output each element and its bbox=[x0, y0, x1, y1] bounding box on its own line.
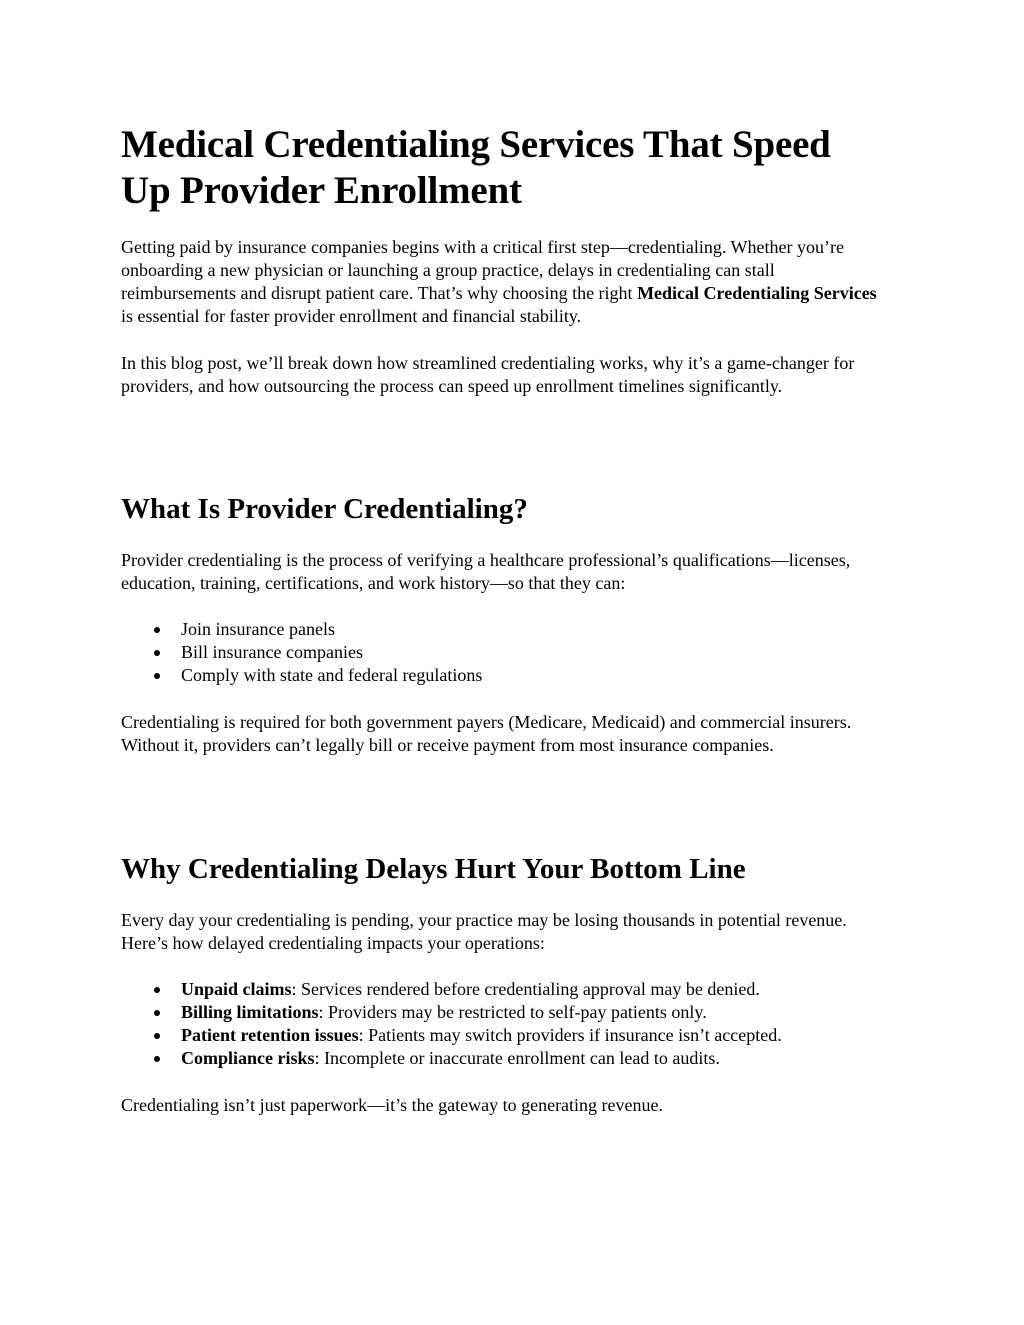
list-item-text: Bill insurance companies bbox=[181, 642, 363, 662]
list-item bbox=[121, 1047, 881, 1070]
list-item-text: : Providers may be restricted to self-pay patients only. bbox=[318, 1002, 707, 1022]
bullet-icon bbox=[154, 650, 160, 656]
list-item-text: : Patients may switch providers if insurance isn’t accepted. bbox=[358, 1025, 782, 1045]
list-item bbox=[121, 978, 881, 1001]
list-item-term: Patient retention issues bbox=[181, 1025, 359, 1045]
list-item bbox=[121, 641, 881, 664]
section1-bullet-list bbox=[121, 618, 881, 687]
list-item-text: Comply with state and federal regulations bbox=[181, 665, 483, 685]
list-item-text: : Services rendered before credentialing approval may be denied. bbox=[291, 979, 760, 999]
list-item-text: Join insurance panels bbox=[181, 619, 335, 639]
list-item-term: Compliance risks bbox=[181, 1048, 315, 1068]
section1-paragraph-1: Provider credentialing is the process of verifying a healthcare professional’s qualifications—licenses, education, training, certifications, and work history—so that they can: bbox=[121, 550, 851, 593]
section-heading-delays: Why Credentialing Delays Hurt Your Bottom Line bbox=[121, 853, 746, 885]
intro-paragraph-1 bbox=[121, 236, 881, 328]
page-title: Medical Credentialing Services That Speed Up Provider Enrollment bbox=[121, 123, 831, 212]
section1-paragraph-2: Credentialing is required for both government payers (Medicare, Medicaid) and commercial insurers. Without it, providers can’t legally bill or receive payment from most insurance companies. bbox=[121, 712, 852, 755]
section2-bullet-list bbox=[121, 978, 881, 1070]
section2-paragraph-1: Every day your credentialing is pending, your practice may be losing thousands in potential revenue. Here’s how delayed credentialing impacts your operations: bbox=[121, 910, 847, 953]
list-item-term: Unpaid claims bbox=[181, 979, 292, 999]
bullet-icon bbox=[154, 1010, 160, 1016]
bullet-icon bbox=[154, 1056, 160, 1062]
intro-text-end: is essential for faster provider enrollment and financial stability. bbox=[121, 306, 582, 326]
bullet-icon bbox=[154, 1033, 160, 1039]
list-item-text: : Incomplete or inaccurate enrollment can lead to audits. bbox=[314, 1048, 720, 1068]
list-item bbox=[121, 664, 881, 687]
section-heading-provider-credentialing: What Is Provider Credentialing? bbox=[121, 493, 528, 525]
bullet-icon bbox=[154, 987, 160, 993]
bullet-icon bbox=[154, 673, 160, 679]
list-item bbox=[121, 1024, 881, 1047]
intro-text-start: Getting paid by insurance companies begins with a critical first step—credentialing. Whether you’re onboarding a new physician or launching a group practice, delays in credentialing can stall reimbursements and disrupt patient care. That’s why choosing the right bbox=[121, 237, 844, 303]
intro-paragraph-2: In this blog post, we’ll break down how streamlined credentialing works, why it’s a game-changer for providers, and how outsourcing the process can speed up enrollment timelines significantly. bbox=[121, 353, 855, 396]
section2-paragraph-2: Credentialing isn’t just paperwork—it’s the gateway to generating revenue. bbox=[121, 1095, 664, 1115]
list-item bbox=[121, 618, 881, 641]
bullet-icon bbox=[154, 627, 160, 633]
list-item bbox=[121, 1001, 881, 1024]
intro-bold-term: Medical Credentialing Services bbox=[637, 283, 877, 303]
list-item-term: Billing limitations bbox=[181, 1002, 319, 1022]
